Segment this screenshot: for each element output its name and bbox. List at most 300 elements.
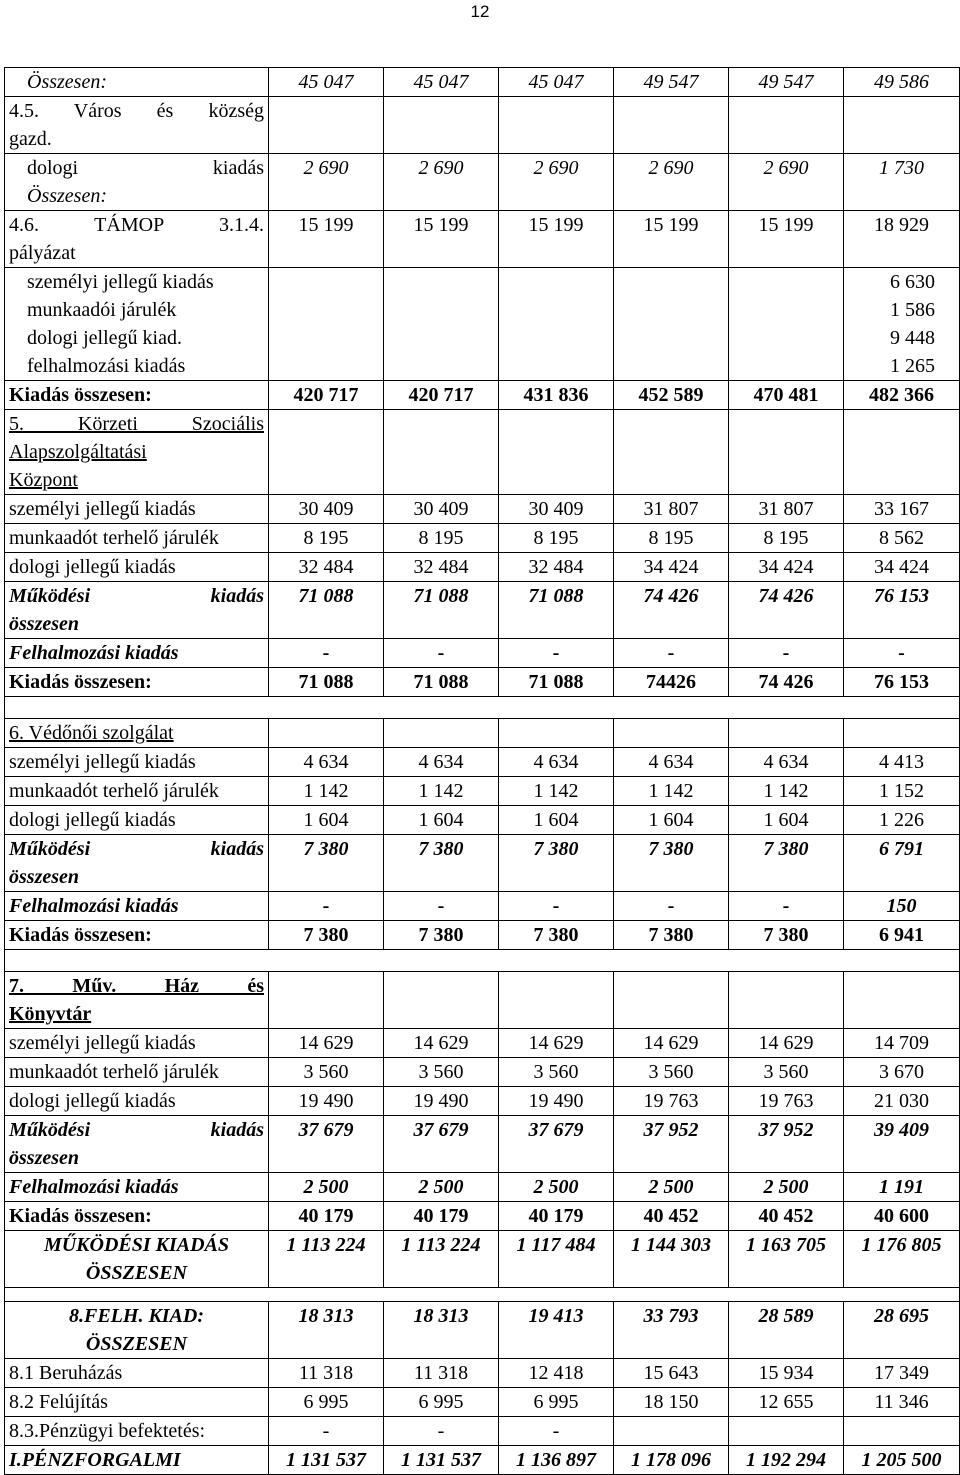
value-cell: 150: [844, 892, 960, 921]
label-text-2: ÖSSZESEN: [85, 1262, 188, 1284]
value-cell: 30 409: [384, 495, 499, 524]
value-cell: 71 088: [499, 668, 614, 697]
table-row: [5, 748, 960, 777]
value-cell: 39 409: [844, 1116, 960, 1173]
value-cell: [614, 268, 729, 381]
table-row: [5, 1288, 960, 1302]
value-line: 1 586: [890, 299, 935, 321]
value-cell: 34 424: [729, 553, 844, 582]
value-cell: 49 547: [614, 68, 729, 97]
value-cell: 76 153: [844, 668, 960, 697]
value-cell: 19 490: [499, 1087, 614, 1116]
value-cell: 452 589: [614, 381, 729, 410]
value-cell: -: [384, 639, 499, 668]
value-cell: 14 629: [384, 1029, 499, 1058]
label-text-2: Könyvtár: [9, 1003, 92, 1025]
label-text: munkaadót terhelő járulék: [9, 1061, 219, 1083]
row-label: [5, 1029, 269, 1058]
label-text: Működési kiadás: [9, 1119, 264, 1141]
label-text-2: pályázat: [9, 242, 76, 264]
value-cell: 6 995: [384, 1388, 499, 1417]
value-cell: 15 199: [499, 211, 614, 268]
label-text: 4.6. TÁMOP 3.1.4.: [9, 214, 264, 236]
value-cell: 34 424: [844, 553, 960, 582]
label-text: Felhalmozási kiadás: [9, 895, 179, 917]
table-row: [5, 1417, 960, 1446]
row-label: [5, 835, 269, 892]
value-cell: [384, 410, 499, 495]
value-cell: 32 484: [269, 553, 384, 582]
label-text: személyi jellegű kiadás: [9, 1032, 196, 1054]
value-cell: -: [384, 1417, 499, 1446]
value-cell: 40 179: [384, 1202, 499, 1231]
value-cell: [614, 410, 729, 495]
value-cell: 2 500: [614, 1173, 729, 1202]
row-label: [5, 972, 269, 1029]
table-row: [5, 1116, 960, 1173]
label-text-2: ÖSSZESEN: [85, 1333, 188, 1355]
value-cell: -: [729, 639, 844, 668]
value-cell: 45 047: [384, 68, 499, 97]
blank-cell: [5, 1288, 960, 1302]
value-cell: 1 176 805: [844, 1231, 960, 1288]
value-cell: [384, 972, 499, 1029]
value-cell: [614, 972, 729, 1029]
value-cell: [269, 268, 384, 381]
value-cell: -: [499, 639, 614, 668]
value-cell: 8 195: [269, 524, 384, 553]
value-cell: 17 349: [844, 1359, 960, 1388]
label-text: 5. Körzeti Szociális: [9, 413, 264, 435]
row-label: [5, 777, 269, 806]
label-text: dologi kiadás: [27, 157, 264, 179]
value-cell: [729, 972, 844, 1029]
table-row: [5, 1202, 960, 1231]
value-cell: 1 142: [384, 777, 499, 806]
value-cell: 15 199: [269, 211, 384, 268]
value-cell: 3 560: [269, 1058, 384, 1087]
value-cell: 21 030: [844, 1087, 960, 1116]
value-cell: [729, 1417, 844, 1446]
value-cell: 14 629: [729, 1029, 844, 1058]
row-label: [5, 806, 269, 835]
label-text: dologi jellegű kiadás: [9, 1090, 176, 1112]
row-label: [5, 553, 269, 582]
value-cell: 33 167: [844, 495, 960, 524]
value-cell: 6 941: [844, 921, 960, 950]
value-lines: [846, 268, 957, 380]
table-row: [5, 268, 960, 381]
label-text: 7. Műv. Ház és: [9, 975, 264, 997]
value-cell: 14 629: [614, 1029, 729, 1058]
table-row: [5, 972, 960, 1029]
value-cell: 1 205 500: [844, 1446, 960, 1475]
value-cell: 19 763: [729, 1087, 844, 1116]
label-text: 4.5. Város és község: [9, 100, 264, 122]
row-label: [5, 1173, 269, 1202]
value-cell: [499, 972, 614, 1029]
value-cell: 1 192 294: [729, 1446, 844, 1475]
value-cell: 1 142: [729, 777, 844, 806]
row-label: [5, 1087, 269, 1116]
budget-table-body: [5, 68, 960, 1475]
value-cell: 7 380: [269, 921, 384, 950]
value-cell: [729, 410, 844, 495]
value-cell: 7 380: [499, 921, 614, 950]
table-row: [5, 1173, 960, 1202]
value-cell: 4 634: [729, 748, 844, 777]
value-cell: 1 604: [729, 806, 844, 835]
value-cell: 40 600: [844, 1202, 960, 1231]
label-text-2: összesen: [9, 1147, 80, 1169]
label-text: munkaadót terhelő járulék: [9, 527, 219, 549]
value-cell: 12 655: [729, 1388, 844, 1417]
label-text: 8.2 Felújítás: [9, 1391, 108, 1413]
value-cell: 1 136 897: [499, 1446, 614, 1475]
table-row: [5, 639, 960, 668]
value-cell: 1 604: [384, 806, 499, 835]
value-cell: 71 088: [269, 668, 384, 697]
value-cell: 71 088: [269, 582, 384, 639]
value-cell: 18 313: [384, 1302, 499, 1359]
value-cell: 4 634: [499, 748, 614, 777]
label-text: személyi jellegű kiadás: [9, 751, 196, 773]
row-label: [5, 410, 269, 495]
label-text: Kiadás összesen:: [9, 924, 152, 946]
label-text-2: összesen: [9, 613, 80, 635]
value-cell: [384, 719, 499, 748]
table-row: [5, 719, 960, 748]
value-cell: [269, 410, 384, 495]
value-cell: 7 380: [614, 835, 729, 892]
value-cell: 1 117 484: [499, 1231, 614, 1288]
row-label: [5, 524, 269, 553]
table-row: [5, 495, 960, 524]
value-cell: 4 634: [614, 748, 729, 777]
value-cell: 11 318: [269, 1359, 384, 1388]
row-label: [5, 1388, 269, 1417]
value-cell: -: [729, 892, 844, 921]
label-text: Felhalmozási kiadás: [9, 642, 179, 664]
table-row: [5, 835, 960, 892]
value-cell: 15 643: [614, 1359, 729, 1388]
label-text: I.PÉNZFORGALMI: [9, 1449, 181, 1471]
label-text-2: gazd.: [9, 128, 52, 150]
value-cell: 74 426: [729, 582, 844, 639]
value-cell: 1 113 224: [269, 1231, 384, 1288]
label-text: 8.1 Beruházás: [9, 1362, 123, 1384]
value-cell: 74426: [614, 668, 729, 697]
value-cell: [384, 97, 499, 154]
label-text: Működési kiadás: [9, 585, 264, 607]
table-row: [5, 582, 960, 639]
value-cell: 11 346: [844, 1388, 960, 1417]
value-cell: 12 418: [499, 1359, 614, 1388]
table-row: [5, 921, 960, 950]
label-line: felhalmozási kiadás: [27, 355, 186, 377]
value-cell: 1 163 705: [729, 1231, 844, 1288]
value-cell: 1 604: [499, 806, 614, 835]
label-text: 6. Védőnői szolgálat: [9, 722, 174, 744]
value-cell: 49 586: [844, 68, 960, 97]
value-cell: [384, 268, 499, 381]
value-cell: 74 426: [614, 582, 729, 639]
table-row: [5, 553, 960, 582]
value-cell: 1 604: [614, 806, 729, 835]
table-row: [5, 97, 960, 154]
row-label: [5, 97, 269, 154]
value-cell: [729, 268, 844, 381]
value-cell: 19 413: [499, 1302, 614, 1359]
label-text: Kiadás összesen:: [9, 384, 152, 406]
value-cell: 7 380: [384, 921, 499, 950]
value-cell: 31 807: [729, 495, 844, 524]
table-row: [5, 1029, 960, 1058]
label-text: Felhalmozási kiadás: [9, 1176, 179, 1198]
label-text: 8.3.Pénzügyi befektetés:: [9, 1420, 206, 1442]
value-cell: 19 490: [384, 1087, 499, 1116]
value-cell: -: [499, 892, 614, 921]
table-row: [5, 777, 960, 806]
value-cell: [729, 97, 844, 154]
row-label: [5, 1417, 269, 1446]
row-label: [5, 381, 269, 410]
value-cell: 4 634: [269, 748, 384, 777]
value-cell: 7 380: [384, 835, 499, 892]
value-cell: 32 484: [499, 553, 614, 582]
label-text: személyi jellegű kiadás: [9, 498, 196, 520]
value-cell: -: [614, 892, 729, 921]
value-cell: 1 604: [269, 806, 384, 835]
table-row: [5, 524, 960, 553]
value-cell: [269, 972, 384, 1029]
table-row: [5, 950, 960, 972]
value-cell: 6 995: [269, 1388, 384, 1417]
row-label: [5, 1446, 269, 1475]
value-cell: 18 929: [844, 211, 960, 268]
value-cell: 8 195: [614, 524, 729, 553]
value-cell: 30 409: [269, 495, 384, 524]
value-cell: [269, 719, 384, 748]
row-label: [5, 1231, 269, 1288]
label-text-3: Központ: [9, 469, 78, 491]
value-cell: 1 142: [614, 777, 729, 806]
value-cell: [844, 1417, 960, 1446]
value-cell: 2 500: [729, 1173, 844, 1202]
table-row: [5, 154, 960, 211]
value-cell: -: [384, 892, 499, 921]
value-cell: 28 589: [729, 1302, 844, 1359]
value-cell: 19 490: [269, 1087, 384, 1116]
value-cell: 7 380: [499, 835, 614, 892]
value-cell: 18 313: [269, 1302, 384, 1359]
value-cell: [844, 97, 960, 154]
value-cell: 1 226: [844, 806, 960, 835]
value-cell: [614, 719, 729, 748]
value-cell: 37 952: [614, 1116, 729, 1173]
value-cell: 1 178 096: [614, 1446, 729, 1475]
label-lines: [27, 268, 264, 380]
label-text: Kiadás összesen:: [9, 1205, 152, 1227]
value-cell: 3 560: [729, 1058, 844, 1087]
value-cell: 1 730: [844, 154, 960, 211]
value-cell: 3 670: [844, 1058, 960, 1087]
value-cell: 19 763: [614, 1087, 729, 1116]
value-cell: 8 195: [384, 524, 499, 553]
label-line: munkaadói járulék: [27, 299, 177, 321]
value-cell: [844, 268, 960, 381]
value-cell: -: [269, 1417, 384, 1446]
row-label: [5, 211, 269, 268]
value-cell: [614, 97, 729, 154]
value-cell: 3 560: [384, 1058, 499, 1087]
value-cell: 30 409: [499, 495, 614, 524]
table-row: [5, 1388, 960, 1417]
value-cell: 7 380: [729, 835, 844, 892]
value-cell: 14 629: [499, 1029, 614, 1058]
label-text: Működési kiadás: [9, 838, 264, 860]
value-cell: 1 142: [269, 777, 384, 806]
table-row: [5, 1087, 960, 1116]
table-row: [5, 1231, 960, 1288]
value-cell: 4 413: [844, 748, 960, 777]
table-row: [5, 697, 960, 719]
value-cell: 431 836: [499, 381, 614, 410]
value-cell: [499, 410, 614, 495]
blank-cell: [5, 697, 960, 719]
table-row: [5, 211, 960, 268]
value-cell: 2 500: [384, 1173, 499, 1202]
row-label: [5, 639, 269, 668]
value-cell: [844, 972, 960, 1029]
value-cell: 482 366: [844, 381, 960, 410]
value-cell: 1 142: [499, 777, 614, 806]
row-label: [5, 921, 269, 950]
value-cell: 8 195: [499, 524, 614, 553]
label-line: dologi jellegű kiad.: [27, 327, 182, 349]
value-cell: 14 629: [269, 1029, 384, 1058]
label-text: dologi jellegű kiadás: [9, 809, 176, 831]
label-text-2: Összesen:: [27, 185, 107, 207]
value-cell: 74 426: [729, 668, 844, 697]
table-row: [5, 1058, 960, 1087]
value-cell: 3 560: [499, 1058, 614, 1087]
value-cell: 2 690: [729, 154, 844, 211]
value-cell: 71 088: [499, 582, 614, 639]
row-label: [5, 268, 269, 381]
value-cell: 2 690: [499, 154, 614, 211]
value-cell: 7 380: [729, 921, 844, 950]
row-label: [5, 892, 269, 921]
value-cell: 1 131 537: [269, 1446, 384, 1475]
value-cell: 8 195: [729, 524, 844, 553]
value-cell: 8 562: [844, 524, 960, 553]
value-cell: 40 179: [269, 1202, 384, 1231]
value-cell: 40 452: [614, 1202, 729, 1231]
value-cell: 15 934: [729, 1359, 844, 1388]
row-label: [5, 154, 269, 211]
value-cell: 32 484: [384, 553, 499, 582]
value-cell: 2 690: [614, 154, 729, 211]
value-cell: 15 199: [384, 211, 499, 268]
value-cell: -: [844, 639, 960, 668]
table-row: [5, 806, 960, 835]
row-label: [5, 1058, 269, 1087]
row-label: [5, 1116, 269, 1173]
value-cell: 28 695: [844, 1302, 960, 1359]
value-cell: 18 150: [614, 1388, 729, 1417]
value-cell: 37 679: [269, 1116, 384, 1173]
value-cell: -: [269, 892, 384, 921]
value-cell: -: [614, 639, 729, 668]
value-cell: 1 144 303: [614, 1231, 729, 1288]
value-cell: -: [499, 1417, 614, 1446]
label-text-2: összesen: [9, 866, 80, 888]
value-cell: 7 380: [614, 921, 729, 950]
value-cell: 4 634: [384, 748, 499, 777]
value-line: 9 448: [890, 327, 935, 349]
blank-cell: [5, 950, 960, 972]
row-label: [5, 1302, 269, 1359]
table-row: [5, 892, 960, 921]
value-cell: 76 153: [844, 582, 960, 639]
value-cell: [499, 719, 614, 748]
table-row: [5, 381, 960, 410]
row-label: [5, 68, 269, 97]
label-text: 8.FELH. KIAD:: [68, 1305, 205, 1327]
label-line: személyi jellegű kiadás: [27, 271, 214, 293]
value-cell: 7 380: [269, 835, 384, 892]
row-label: [5, 1359, 269, 1388]
value-cell: [269, 97, 384, 154]
value-cell: 34 424: [614, 553, 729, 582]
value-cell: 40 179: [499, 1202, 614, 1231]
value-cell: [499, 97, 614, 154]
value-cell: 45 047: [499, 68, 614, 97]
value-cell: 45 047: [269, 68, 384, 97]
table-row: [5, 1446, 960, 1475]
value-cell: 37 952: [729, 1116, 844, 1173]
value-cell: 33 793: [614, 1302, 729, 1359]
value-cell: 15 199: [729, 211, 844, 268]
value-cell: [844, 410, 960, 495]
value-cell: 1 152: [844, 777, 960, 806]
value-cell: [729, 719, 844, 748]
value-cell: 470 481: [729, 381, 844, 410]
table-row: [5, 1302, 960, 1359]
value-cell: [614, 1417, 729, 1446]
value-cell: 49 547: [729, 68, 844, 97]
value-cell: 40 452: [729, 1202, 844, 1231]
row-label: [5, 719, 269, 748]
table-row: [5, 410, 960, 495]
value-line: 6 630: [890, 271, 935, 293]
value-cell: 6 995: [499, 1388, 614, 1417]
value-cell: 11 318: [384, 1359, 499, 1388]
value-cell: 2 500: [499, 1173, 614, 1202]
row-label: [5, 495, 269, 524]
value-cell: 37 679: [499, 1116, 614, 1173]
value-cell: 2 690: [269, 154, 384, 211]
row-label: [5, 582, 269, 639]
row-label: [5, 748, 269, 777]
value-cell: 1 131 537: [384, 1446, 499, 1475]
row-label: [5, 668, 269, 697]
value-cell: 31 807: [614, 495, 729, 524]
label-text: MŰKÖDÉSI KIADÁS: [43, 1234, 230, 1256]
table-row: [5, 668, 960, 697]
value-cell: 37 679: [384, 1116, 499, 1173]
